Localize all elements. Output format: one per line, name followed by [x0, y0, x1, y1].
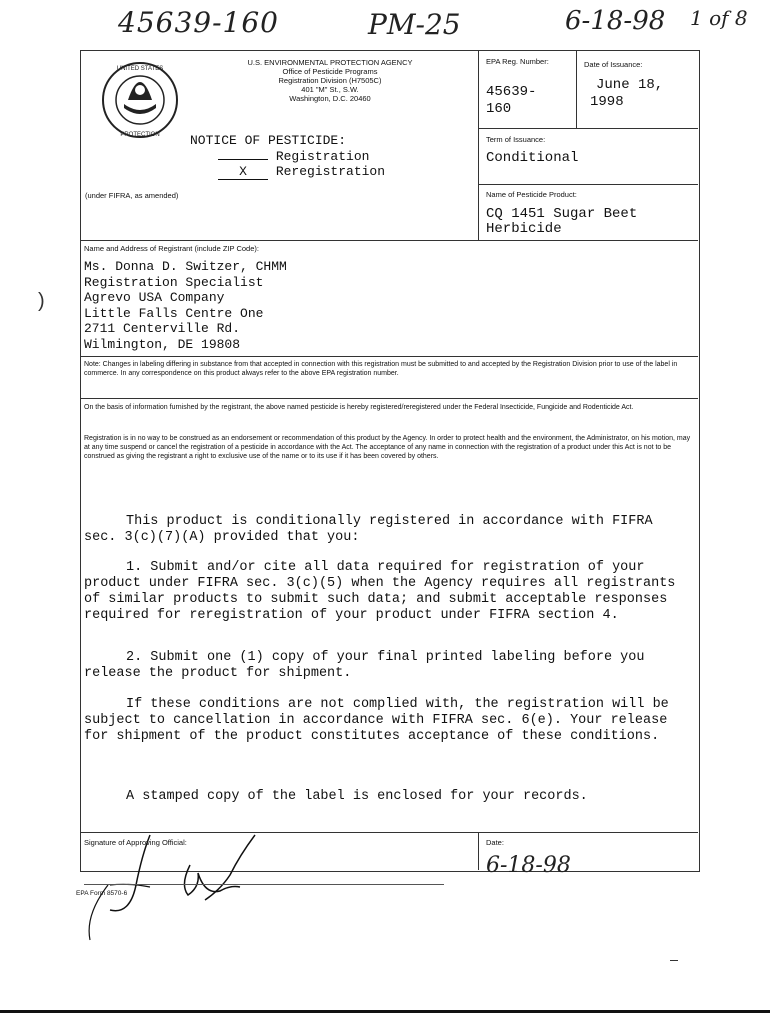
notice-title: NOTICE OF PESTICIDE:	[190, 133, 347, 148]
reg-number-value	[486, 84, 536, 118]
registrant-line: Ms. Donna D. Switzer, CHMM	[84, 259, 287, 274]
signature-label: Signature of Approving Official:	[84, 838, 187, 847]
agency-address	[210, 58, 450, 103]
agency-division: Registration Division (H7505C)	[278, 76, 382, 85]
signature-line	[84, 884, 444, 885]
notice-registration-option	[218, 149, 369, 164]
handwritten-pm-number: PM-25	[368, 8, 461, 41]
margin-mark: )	[38, 290, 45, 312]
reg-number-line1: 45639-	[486, 84, 537, 100]
registrant-line: Wilmington, DE 19808	[84, 336, 241, 352]
margin-mark-dash	[670, 960, 678, 961]
fifra-note: (under FIFRA, as amended)	[85, 191, 179, 200]
registrant-label: Name and Address of Registrant (include ZIP Code):	[84, 244, 259, 253]
agency-name: U.S. ENVIRONMENTAL PROTECTION AGENCY	[247, 58, 413, 67]
product-name-line2: Herbicide	[486, 221, 562, 237]
body-paragraph-cancellation: If these conditions are not complied with, the registration will be subject to cancellation in accordance with FIFRA sec. 6(e). Your release for shipment of the product constitutes acceptance of these conditions.	[84, 697, 669, 744]
product-name-value	[486, 207, 637, 237]
form-number: EPA Form 8570-6	[76, 890, 128, 897]
product-name-label: Name of Pesticide Product:	[486, 190, 577, 199]
handwritten-page-count: 1 of 8	[690, 6, 748, 30]
svg-text:PROTECTION: PROTECTION	[120, 132, 160, 138]
body-paragraph-condition-2: 2. Submit one (1) copy of your final printed labeling before you release the product for shipment.	[84, 650, 645, 681]
registrant-line: Agrevo USA Company	[84, 290, 225, 305]
svg-text:UNITED STATES: UNITED STATES	[116, 66, 164, 72]
agency-city: Washington, D.C. 20460	[289, 94, 371, 103]
agency-office: Office of Pesticide Programs	[282, 67, 378, 76]
body-paragraph-condition-1: 1. Submit and/or cite all data required for registration of your product under FIFRA sec. 3(c)(5) when the Agency requires all registrants of similar products to submit such data; and submit acceptable responses required for reregistration of your product under FIFRA section 4.	[84, 560, 676, 623]
reregistration-checkbox: X	[218, 164, 268, 180]
reg-number-line2: 160	[486, 101, 512, 117]
registration-disclaimer: Registration is in no way to be construed as an endorsement or recommendation of this product by the Agency. In order to protect health and the environment, the Administrator, on his motion, may at any time suspend or cancel the registration of a pesticide in accordance with the Act. The acceptance of any name in connection with the registration of a product under this Act is not to be construed as giving the registrant a right to exclusive use of the name or to its use if it has been covered by others.	[84, 435, 691, 461]
date-signed: 6-18-98	[486, 853, 571, 878]
registrant-address	[84, 259, 287, 352]
registrant-line: 2711 Centerville Rd.	[84, 321, 241, 336]
labeling-note: Note: Changes in labeling differing in substance from that accepted in connection with this registration must be submitted to and accepted by the Registration Division prior to use of the label in commerce. In any correspondence on this product always refer to the above EPA registration number.	[84, 361, 678, 377]
body-paragraph-label-enclosed: A stamped copy of the label is enclosed for your records.	[126, 789, 588, 804]
issuance-date-value	[590, 77, 663, 111]
epa-seal-logo	[100, 60, 180, 140]
date-label: Date:	[486, 838, 504, 847]
registration-label: Registration	[275, 149, 370, 164]
reregistration-label: Reregistration	[275, 164, 386, 179]
notice-reregistration-option	[218, 164, 385, 180]
body-paragraph-intro: This product is conditionally registered in accordance with FIFRA sec. 3(c)(7)(A) provided that you:	[84, 514, 653, 545]
issuance-date-line1: June 18,	[596, 77, 664, 93]
handwritten-file-number: 45639-160	[118, 6, 279, 39]
issuance-date-line2: 1998	[590, 94, 624, 110]
registrant-line: Registration Specialist	[84, 274, 264, 290]
term-value: Conditional	[486, 150, 579, 166]
registrant-line: Little Falls Centre One	[84, 305, 264, 321]
agency-street: 401 "M" St., S.W.	[301, 85, 359, 94]
issuance-date-label: Date of Issuance:	[584, 60, 643, 69]
registration-checkbox	[218, 159, 268, 160]
page-bottom-edge	[0, 1010, 770, 1013]
product-name-line1: CQ 1451 Sugar Beet	[486, 206, 638, 222]
signature-image	[80, 815, 300, 945]
handwritten-date: 6-18-98	[565, 6, 666, 36]
term-label: Term of Issuance:	[486, 135, 546, 144]
basis-statement: On the basis of information furnished by the registrant, the above named pesticide is hereby registered/reregistered under the Federal Insecticide, Fungicide and Rodenticide Act.	[84, 404, 634, 411]
reg-number-label: EPA Reg. Number:	[486, 57, 549, 66]
